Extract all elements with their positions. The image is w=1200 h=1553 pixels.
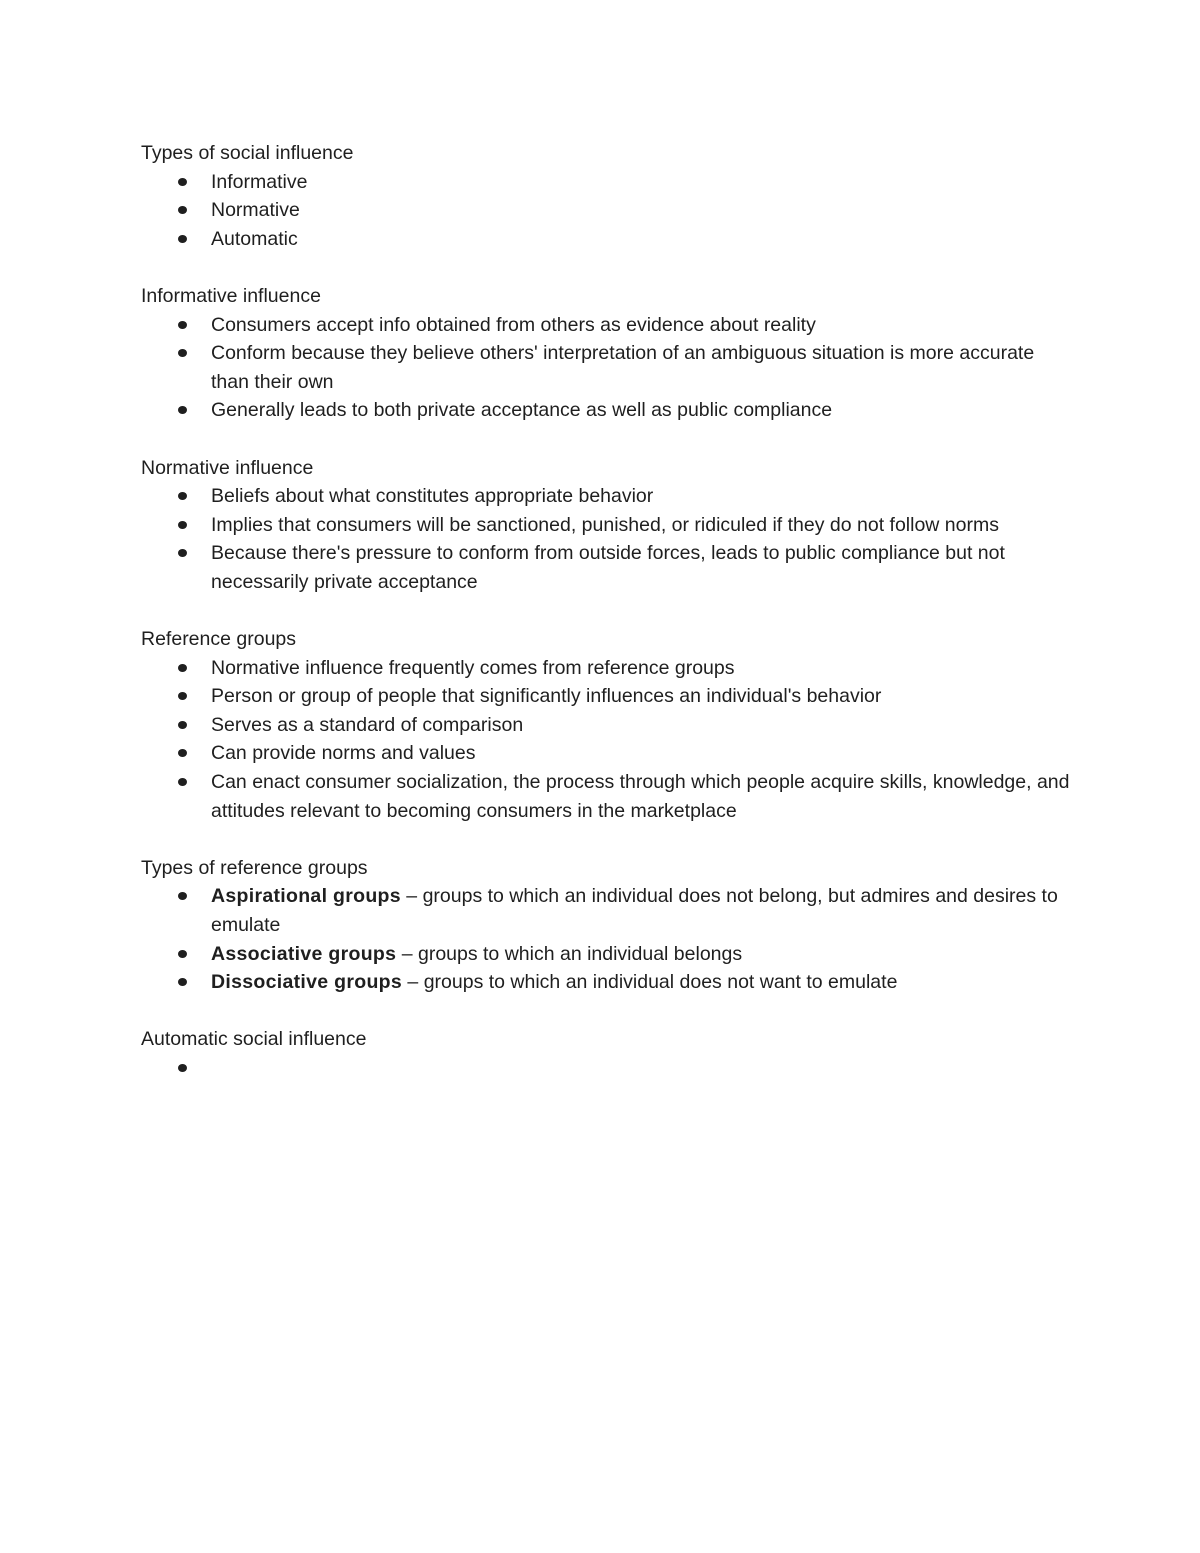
section-automatic-social-influence (141, 1025, 1071, 1082)
list-item (211, 511, 1071, 540)
list-item (211, 539, 1071, 596)
section-heading: Informative influence (141, 284, 321, 307)
bullet-icon (178, 778, 187, 786)
list-item (211, 168, 1071, 197)
term-label: Aspirational groups (211, 885, 401, 908)
term-label: Dissociative groups (211, 971, 403, 994)
list-item (211, 882, 1071, 939)
term-definition: – groups to which an individual does not want to emulate (402, 971, 898, 994)
section-reference-groups (141, 625, 1071, 825)
bullet-icon (178, 692, 187, 700)
bullet-icon (178, 206, 187, 214)
bullet-list (141, 654, 1071, 826)
section-normative-influence (141, 454, 1071, 597)
bullet-icon (178, 406, 187, 414)
list-item-text: Can enact consumer socialization, the process through which people acquire skills, knowledge, and attitudes relevant to becoming consumers in the marketplace (211, 771, 1070, 822)
bullet-list (141, 168, 1071, 254)
bullet-icon (178, 892, 187, 900)
term-definition: – groups to which an individual belongs (396, 942, 743, 965)
list-item-text: Beliefs about what constitutes appropriate behavior (211, 485, 654, 508)
list-item-text: Because there's pressure to conform from outside forces, leads to public compliance but not necessarily private acceptance (211, 542, 1005, 593)
bullet-list (141, 482, 1071, 596)
bullet-icon (178, 178, 187, 186)
list-item-text: Normative influence frequently comes from reference groups (211, 656, 735, 679)
bullet-icon (178, 978, 187, 986)
list-item (211, 711, 1071, 740)
bullet-list (141, 882, 1071, 996)
list-item (211, 311, 1071, 340)
list-item (211, 654, 1071, 683)
list-item (211, 339, 1071, 396)
list-item-text: Can provide norms and values (211, 742, 476, 765)
section-types-of-social-influence (141, 139, 1071, 253)
section-heading: Reference groups (141, 628, 297, 651)
bullet-icon (178, 321, 187, 329)
bullet-list (141, 311, 1071, 425)
bullet-icon (178, 664, 187, 672)
list-item-text: Implies that consumers will be sanctioned, punished, or ridiculed if they do not follow norms (211, 513, 999, 536)
list-item (211, 739, 1071, 768)
bullet-icon (178, 521, 187, 529)
section-informative-influence (141, 282, 1071, 425)
section-heading: Automatic social influence (141, 1028, 367, 1051)
list-item-text: Generally leads to both private acceptance as well as public compliance (211, 399, 833, 422)
bullet-icon (178, 349, 187, 357)
list-item-text: Automatic (211, 227, 298, 250)
list-item (211, 940, 1071, 969)
document-page (141, 139, 1071, 1111)
list-item (211, 768, 1071, 825)
list-item-text: Informative (211, 170, 308, 193)
section-types-of-reference-groups (141, 854, 1071, 997)
section-heading: Types of social influence (141, 142, 354, 164)
list-item-text: Serves as a standard of comparison (211, 713, 524, 736)
term-label: Associative groups (211, 942, 397, 965)
bullet-list (141, 1054, 1071, 1083)
list-item (211, 196, 1071, 225)
list-item-text: Normative (211, 199, 300, 222)
bullet-icon (178, 721, 187, 729)
term-definition: – groups to which an individual does not belong, but admires and desires to emulate (211, 885, 1058, 937)
list-item-text: Person or group of people that significantly influences an individual's behavior (211, 685, 882, 708)
bullet-icon (178, 950, 187, 958)
bullet-icon (178, 1064, 187, 1072)
list-item (211, 396, 1071, 425)
list-item-text: Conform because they believe others' interpretation of an ambiguous situation is more accurate than their own (211, 342, 1035, 393)
section-heading: Normative influence (141, 456, 314, 479)
list-item (211, 482, 1071, 511)
bullet-icon (178, 235, 187, 243)
list-item-text: Consumers accept info obtained from others as evidence about reality (211, 313, 816, 336)
bullet-icon (178, 492, 187, 500)
list-item (211, 968, 1071, 997)
bullet-icon (178, 749, 187, 757)
section-heading: Types of reference groups (141, 856, 368, 879)
list-item-empty (211, 1054, 1071, 1083)
list-item (211, 225, 1071, 254)
bullet-icon (178, 549, 187, 557)
list-item (211, 682, 1071, 711)
